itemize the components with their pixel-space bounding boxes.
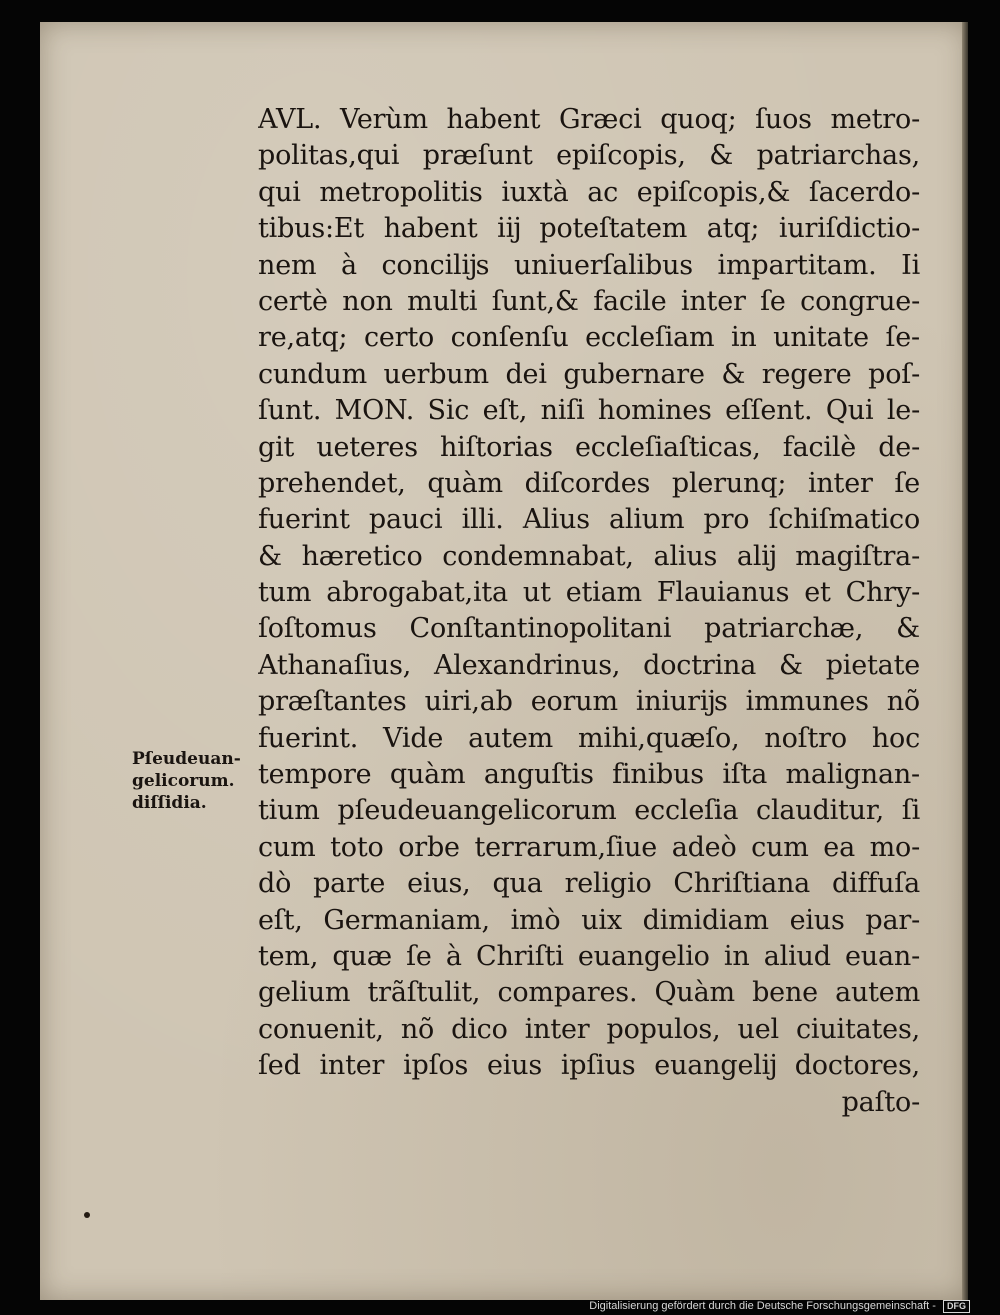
text-line: cum toto orbe terrarum,ſiue adeò cum ea mo-	[258, 831, 920, 863]
text-line: gelium trãſtulit, compares. Quàm bene autem	[258, 977, 920, 1009]
text-line: præſtantes uiri,ab eorum iniurĳs immunes nõ	[258, 686, 920, 718]
ink-speck	[84, 1212, 90, 1218]
marginal-note-line: gelicorum.	[132, 771, 235, 791]
text-line: & hæretico condemnabat, alius alĳ magiſtra-	[258, 540, 920, 572]
text-line: fuerint pauci illi. Alius alium pro ſchiſmatico	[258, 504, 920, 536]
text-line: fuerint. Vide autem mihi,quæſo, noſtro hoc	[258, 722, 920, 754]
text-line: cundum uerbum dei gubernare & regere poſ-	[258, 358, 920, 390]
text-line: tium pſeudeuangelicorum eccleſia clauditur, ſi	[258, 795, 920, 827]
dfg-logo: DFG	[943, 1300, 970, 1313]
text-line: ſunt. MON. Sic eſt, niſi homines eſſent. Qui le-	[258, 395, 920, 427]
text-line: re,atq; certo conſenſu eccleſiam in unitate ſe-	[258, 322, 920, 354]
catchword: paſto-	[841, 1086, 920, 1118]
credit-text: Digitalisierung gefördert durch die Deutsche Forschungsgemeinschaft -	[589, 1300, 936, 1312]
text-line: eſt, Germaniam, imò uix dimidiam eius par-	[258, 904, 920, 936]
text-line: AVL. Verùm habent Græci quoq; ſuos metro-	[258, 104, 920, 135]
marginal-note-line: diſſidia.	[132, 793, 207, 813]
text-line: tibus:Et habent iĳ poteſtatem atq; iuriſdictio-	[258, 213, 920, 245]
text-line: ſoſtomus Conſtantinopolitani patriarchæ, &	[258, 613, 920, 645]
text-line: certè non multi ſunt,& facile inter ſe congrue-	[258, 285, 920, 317]
text-line: conuenit, nõ dico inter populos, uel ciuitates,	[258, 1013, 920, 1045]
page-edge	[962, 22, 968, 1300]
digitization-credit	[589, 1300, 970, 1313]
text-line: dò parte eius, qua religio Chriſtiana diffuſa	[258, 868, 920, 900]
text-line: politas,qui præſunt epiſcopis, & patriarchas,	[258, 140, 920, 172]
text-line: prehendet, quàm diſcordes plerunq; inter ſe	[258, 467, 920, 499]
marginal-note-line: Pſeudeuan-	[132, 749, 241, 769]
marginal-note	[132, 748, 264, 814]
text-line: tem, quæ ſe à Chriſti euangelio in aliud euan-	[258, 940, 920, 972]
body-text	[258, 102, 920, 1121]
text-line: ſed inter ipſos eius ipſius euangelĳ doctores,	[258, 1050, 920, 1082]
text-line: nem à concilĳs uniuerſalibus impartitam. Ii	[258, 249, 920, 281]
text-line: tempore quàm anguſtis finibus iſta malignan-	[258, 759, 920, 791]
text-line: git ueteres hiſtorias eccleſiaſticas, facilè de-	[258, 431, 920, 463]
text-line: tum abrogabat,ita ut etiam Flauianus et Chry-	[258, 577, 920, 609]
text-line: Athanaſius, Alexandrinus, doctrina & pietate	[258, 649, 920, 681]
text-line: qui metropolitis iuxtà ac epiſcopis,& ſacerdo-	[258, 176, 920, 208]
